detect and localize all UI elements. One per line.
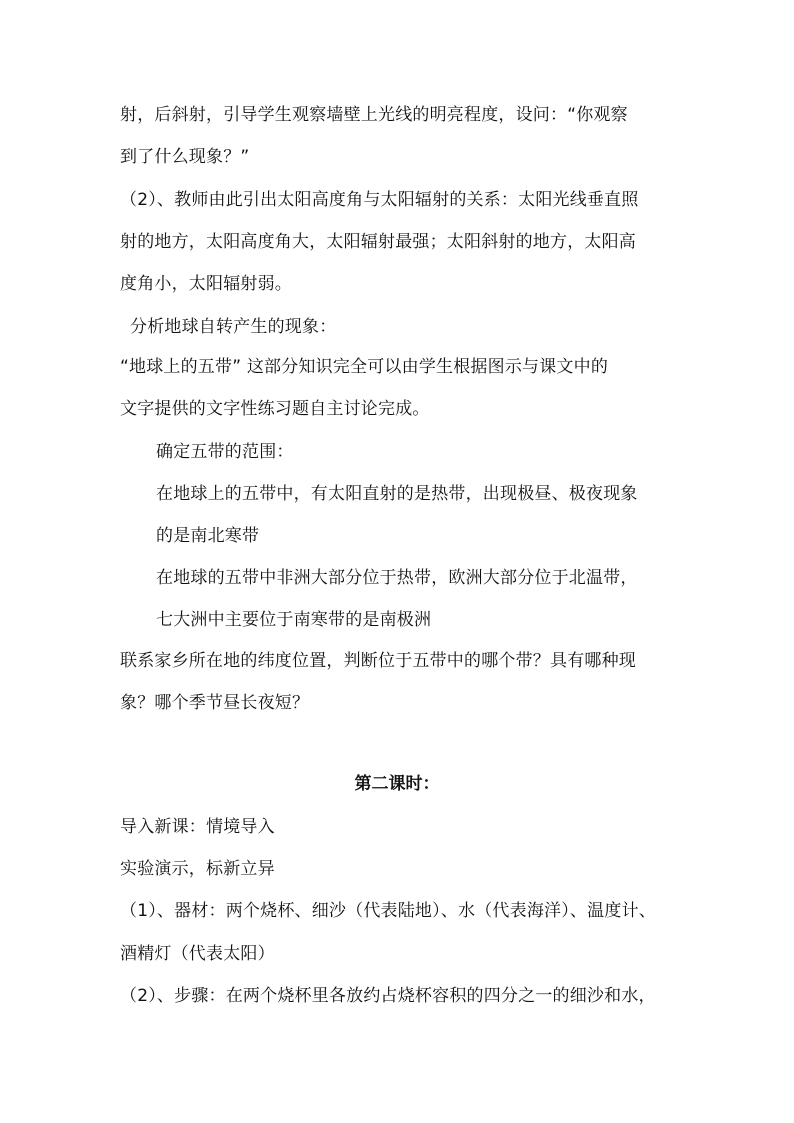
text-line: 在地球的五带中非洲大部分位于热带，欧洲大部分位于北温带，: [156, 568, 638, 588]
text-line: 酒精灯（代表太阳）: [120, 944, 275, 964]
text-line: （1）、器材：两个烧杯、细沙（代表陆地）、水（代表海洋）、温度计、: [120, 901, 656, 921]
text-line: 确定五带的范围：: [156, 442, 294, 462]
section-title: 第二课时：: [354, 774, 440, 794]
text-line: 度角小，太阳辐射弱。: [120, 274, 292, 294]
text-line: （2）、步骤：在两个烧杯里各放约占烧杯容积的四分之一的细沙和水，: [120, 986, 656, 1006]
text-line: 到了什么现象？”: [120, 147, 250, 167]
text-line: 七大洲中主要位于南寒带的是南极洲: [156, 610, 432, 630]
text-line: 射的地方，太阳高度角大，太阳辐射最强；太阳斜射的地方，太阳高: [120, 232, 636, 252]
text-line: 联系家乡所在地的纬度位置，判断位于五带中的哪个带？具有哪种现: [120, 651, 636, 671]
text-line: 射，后斜射，引导学生观察墙壁上光线的明亮程度，设问：“你观察: [120, 105, 628, 125]
text-line: 在地球上的五带中，有太阳直射的是热带，出现极昼、极夜现象: [156, 484, 638, 504]
text-line: 象？哪个季节昼长夜短？: [120, 693, 310, 713]
text-line: 文字提供的文字性练习题自主讨论完成。: [120, 399, 430, 419]
text-line: 导入新课：情境导入: [120, 817, 275, 837]
text-line: 的是南北寒带: [156, 526, 260, 546]
text-line: 实验演示，标新立异: [120, 859, 275, 879]
text-line: （2）、教师由此引出太阳高度角与太阳辐射的关系：太阳光线垂直照: [120, 190, 639, 210]
text-line: 分析地球自转产生的现象：: [130, 317, 337, 337]
text-line: “地球上的五带” 这部分知识完全可以由学生根据图示与课文中的: [120, 357, 609, 377]
